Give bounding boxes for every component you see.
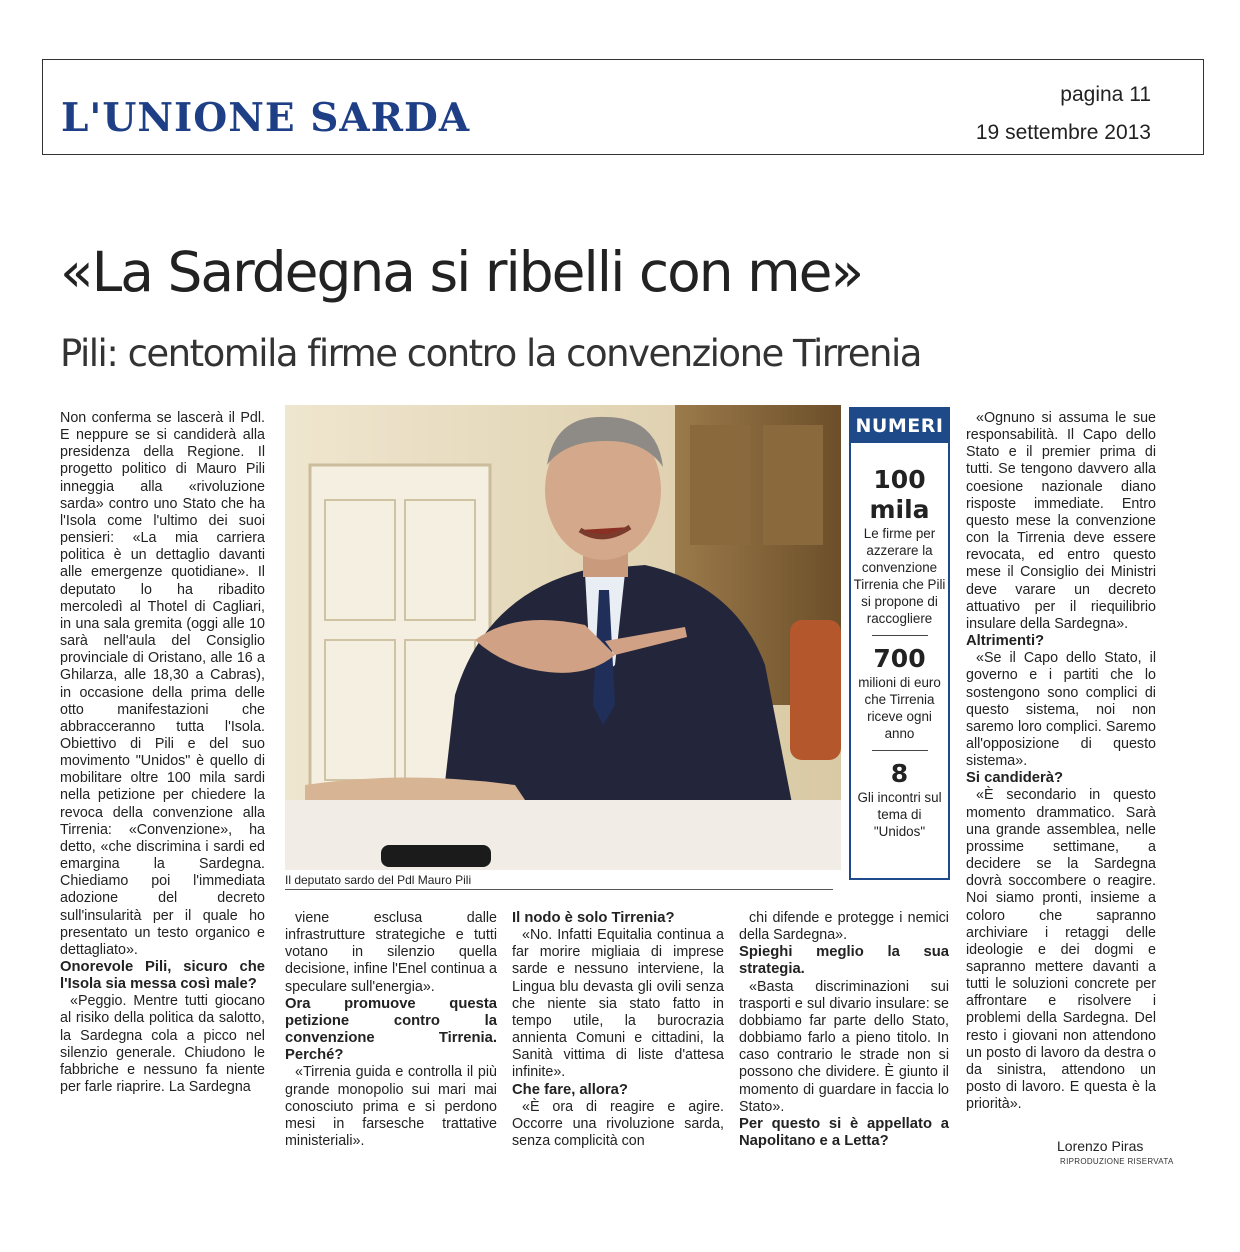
article-title: «La Sardegna si ribelli con me» xyxy=(60,240,863,304)
numeri-sidebar xyxy=(849,407,950,880)
article-paragraph: «Ognuno si assuma le sue responsabilità. Il Capo dello Stato e il premier prima di tutti. Se tengono davvero alla coesione nazionale diano risposte immediate. Entro questo mese la convenzione con la Tirrenia deve essere revocata, ed entro questo mese il Consiglio dei Ministri deve varare un decreto attuativo per il riequilibrio insulare della Sardegna». xyxy=(966,410,1156,632)
interview-question: Ora promuove questa petizione contro la convenzione Tirrenia. Perché? xyxy=(285,995,497,1064)
numeri-heading: NUMERI xyxy=(851,409,948,443)
interview-question: Il nodo è solo Tirrenia? xyxy=(512,910,675,926)
numeri-value: 8 xyxy=(890,759,909,788)
article-paragraph: «È ora di reagire e agire. Occorre una rivoluzione sarda, senza complicità con xyxy=(512,1098,724,1150)
numeri-item xyxy=(851,759,948,840)
interview-question: Spieghi meglio la sua strategia. xyxy=(739,944,949,978)
interview-question: Che fare, allora? xyxy=(512,1081,628,1098)
numeri-value: 100 xyxy=(873,465,926,494)
text-column-5 xyxy=(966,410,1156,1113)
article-photo xyxy=(285,405,841,870)
page-info xyxy=(976,76,1151,152)
photo-illustration xyxy=(285,405,841,870)
page-number: pagina 11 xyxy=(1060,83,1151,106)
article-paragraph: Non conferma se lascerà il Pdl. E neppure se si candiderà alla presidenza della Regione. Il progetto politico di Mauro Pili inneggia alla «rivoluzione sarda» contro uno Stato che ha l'Isola come l'ultimo dei suoi pensieri: «La mia carriera politica è un dettaglio davanti alle emergenze quotidiane». Il deputato lo ha ribadito mercoledì al Thotel di Cagliari, in una sala gremita (oggi alle 10 sarà nell'aula del Consiglio provinciale di Oristano, alle 16 a Ghilarza, alle 18,30 a Cabras), in occasione della prima delle otto manifestazioni che abbracceranno tutta l'Isola. Obiettivo di Pili e del suo movimento "Unidos" è quello di mobilitare oltre 100 mila sardi nella petizione per chiedere la revoca della convenzione alla Tirrenia: «Convenzione», ha detto, «che discrimina i sardi ed emargina la Sardegna. Chiediamo poi l'immediata adozione del decreto sull'insularità per il quale ho presentato un testo organico e dettagliato». xyxy=(60,410,265,958)
interview-question: Onorevole Pili, sicuro che l'Isola sia messa così male? xyxy=(60,959,265,993)
numeri-separator xyxy=(872,635,928,636)
article-paragraph: viene esclusa dalle infrastrutture strategiche e tutti votano in silenzio quella decisione, infine l'Enel continua a speculare sull'energia». xyxy=(285,910,497,995)
masthead-logo: L'UNIONE SARDA xyxy=(61,95,471,141)
article-paragraph: «Tirrenia guida e controlla il più grande monopolio sui mari mai conosciuto prima e si perdono mesi in farsesche trattative ministeriali». xyxy=(285,1064,497,1150)
numeri-description: milioni di euro che Tirrenia riceve ogni anno xyxy=(858,675,941,741)
numeri-item xyxy=(851,465,948,627)
rights-notice: RIPRODUZIONE RISERVATA xyxy=(1060,1157,1174,1166)
interview-question: Altrimenti? xyxy=(966,633,1045,650)
text-column-4 xyxy=(739,910,949,1150)
interview-question: Si candiderà? xyxy=(966,770,1064,787)
interview-question: Per questo si è appellato a Napolitano e a Letta? xyxy=(739,1115,949,1150)
text-column-1 xyxy=(60,410,265,1096)
author-signature: Lorenzo Piras xyxy=(1057,1138,1144,1154)
article-paragraph: chi difende e protegge i nemici della Sardegna». xyxy=(739,910,949,944)
article-paragraph: «Se il Capo dello Stato, il governo e i partiti che lo sostengono sono complici di questo sistema, noi non saremo loro complici. Saremo all'opposizione di questo sistema». xyxy=(966,650,1156,770)
numeri-separator xyxy=(872,750,928,751)
article-paragraph: «Peggio. Mentre tutti giocano al risiko della politica da salotto, la Sardegna cola a picco nel silenzio generale. Chiudono le fabbriche e nessuno fa niente per farle riaprire. La Sardegna xyxy=(60,993,265,1096)
numeri-value-unit: mila xyxy=(869,495,930,524)
photo-caption: Il deputato sardo del Pdl Mauro Pili xyxy=(285,873,472,887)
article-subtitle: Pili: centomila firme contro la convenzione Tirrenia xyxy=(60,332,921,375)
numeri-value: 700 xyxy=(873,644,926,673)
article-paragraph: «No. Infatti Equitalia continua a far morire migliaia di imprese sarde e nessuno interviene, la Lingua blu devasta gli ovili senza che niente sia stato fatto in tempo utile, la burocrazia annienta Comuni e cittadini, la Sanità vittima di liste d'attesa infinite». xyxy=(512,927,724,1081)
numeri-description: Gli incontri sul tema di "Unidos" xyxy=(857,790,942,839)
publication-date: 19 settembre 2013 xyxy=(975,121,1151,144)
numeri-description: Le firme per azzerare la convenzione Tirrenia che Pili si propone di raccogliere xyxy=(853,526,946,626)
newspaper-header xyxy=(42,59,1204,155)
article-paragraph: «È secondario in questo momento drammatico. Sarà una grande assemblea, nelle prossime settimane, a decidere se la Sardegna dovrà soccombere o reagire. Noi siamo pronti, insieme a coloro che sapranno archiviare i retaggi delle ideologie e dei dogmi e sapranno mettere davanti a tutti le soluzioni concrete per affrontare e risolvere i problemi della Sardegna. Del resto i giovani non attendono un posto di lavoro da destra o da sinistra, attendono un posto di lavoro. E questa è la priorità». xyxy=(966,787,1156,1113)
text-column-3 xyxy=(512,910,724,1150)
caption-rule xyxy=(285,889,833,890)
numeri-item xyxy=(851,644,948,742)
text-column-2 xyxy=(285,910,497,1150)
article-paragraph: «Basta discriminazioni sui trasporti e sul divario insulare: se dobbiamo far parte dello Stato, dobbiamo farlo a pieno titolo. In caso contrario le strade non si possono che dividere. È giunto il momento di guardare in faccia lo Stato». xyxy=(739,978,949,1115)
